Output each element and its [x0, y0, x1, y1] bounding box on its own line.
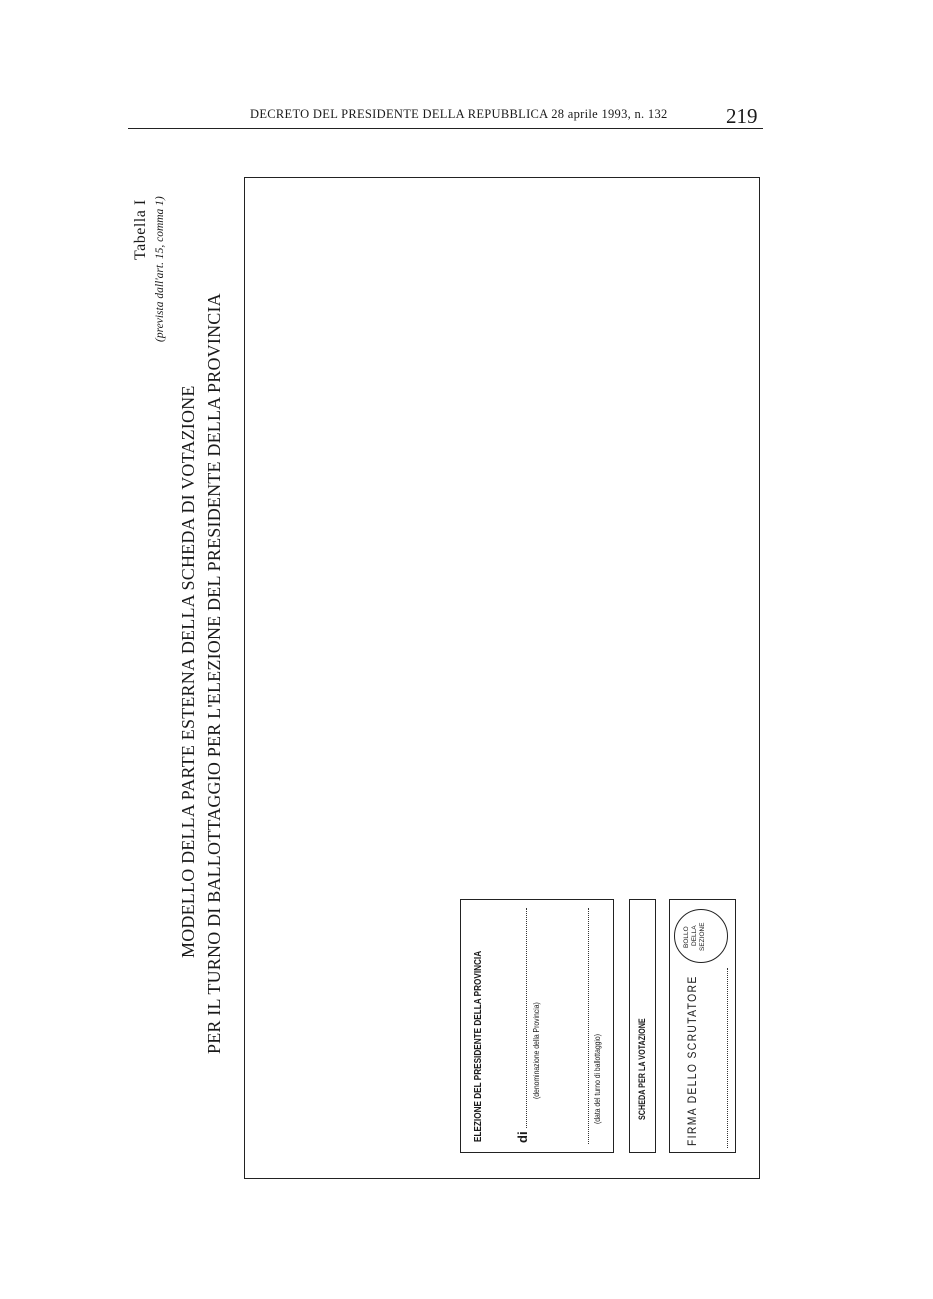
running-header: DECRETO DEL PRESIDENTE DELLA REPUBBLICA 28 aprile 1993, n. 132: [250, 107, 668, 121]
title-line-2: PER IL TURNO DI BALLOTTAGGIO PER L'ELEZIONE DEL PRESIDENTE DELLA PROVINCIA: [204, 293, 224, 1054]
di-label: di: [515, 1131, 530, 1143]
scheda-label: SCHEDA PER LA VOTAZIONE: [637, 1018, 647, 1120]
header-rule: [128, 128, 763, 129]
date-label: (data del turno di ballottaggio): [593, 1034, 602, 1124]
table-note: (prevista dall'art. 15, comma 1): [154, 196, 166, 342]
table-label: Tabella I: [132, 199, 149, 260]
signature-dotted-line: [727, 968, 728, 1148]
signature-label: FIRMA DELLO SCRUTATORE: [687, 975, 699, 1146]
province-dotted-line: [526, 908, 527, 1128]
election-heading: ELEZIONE DEL PRESIDENTE DELLA PROVINCIA: [472, 950, 484, 1142]
title-line-1: MODELLO DELLA PARTE ESTERNA DELLA SCHEDA DI VOTAZIONE: [178, 385, 198, 958]
date-dotted-line: [588, 908, 589, 1144]
stamp-text-2: DELLA: [691, 925, 698, 946]
stamp-text-3: SEZIONE: [699, 922, 706, 951]
page-number: 219: [726, 104, 758, 128]
stamp-text-1: BOLLO: [683, 926, 690, 948]
province-label: (denominazione della Provincia): [532, 1002, 541, 1099]
